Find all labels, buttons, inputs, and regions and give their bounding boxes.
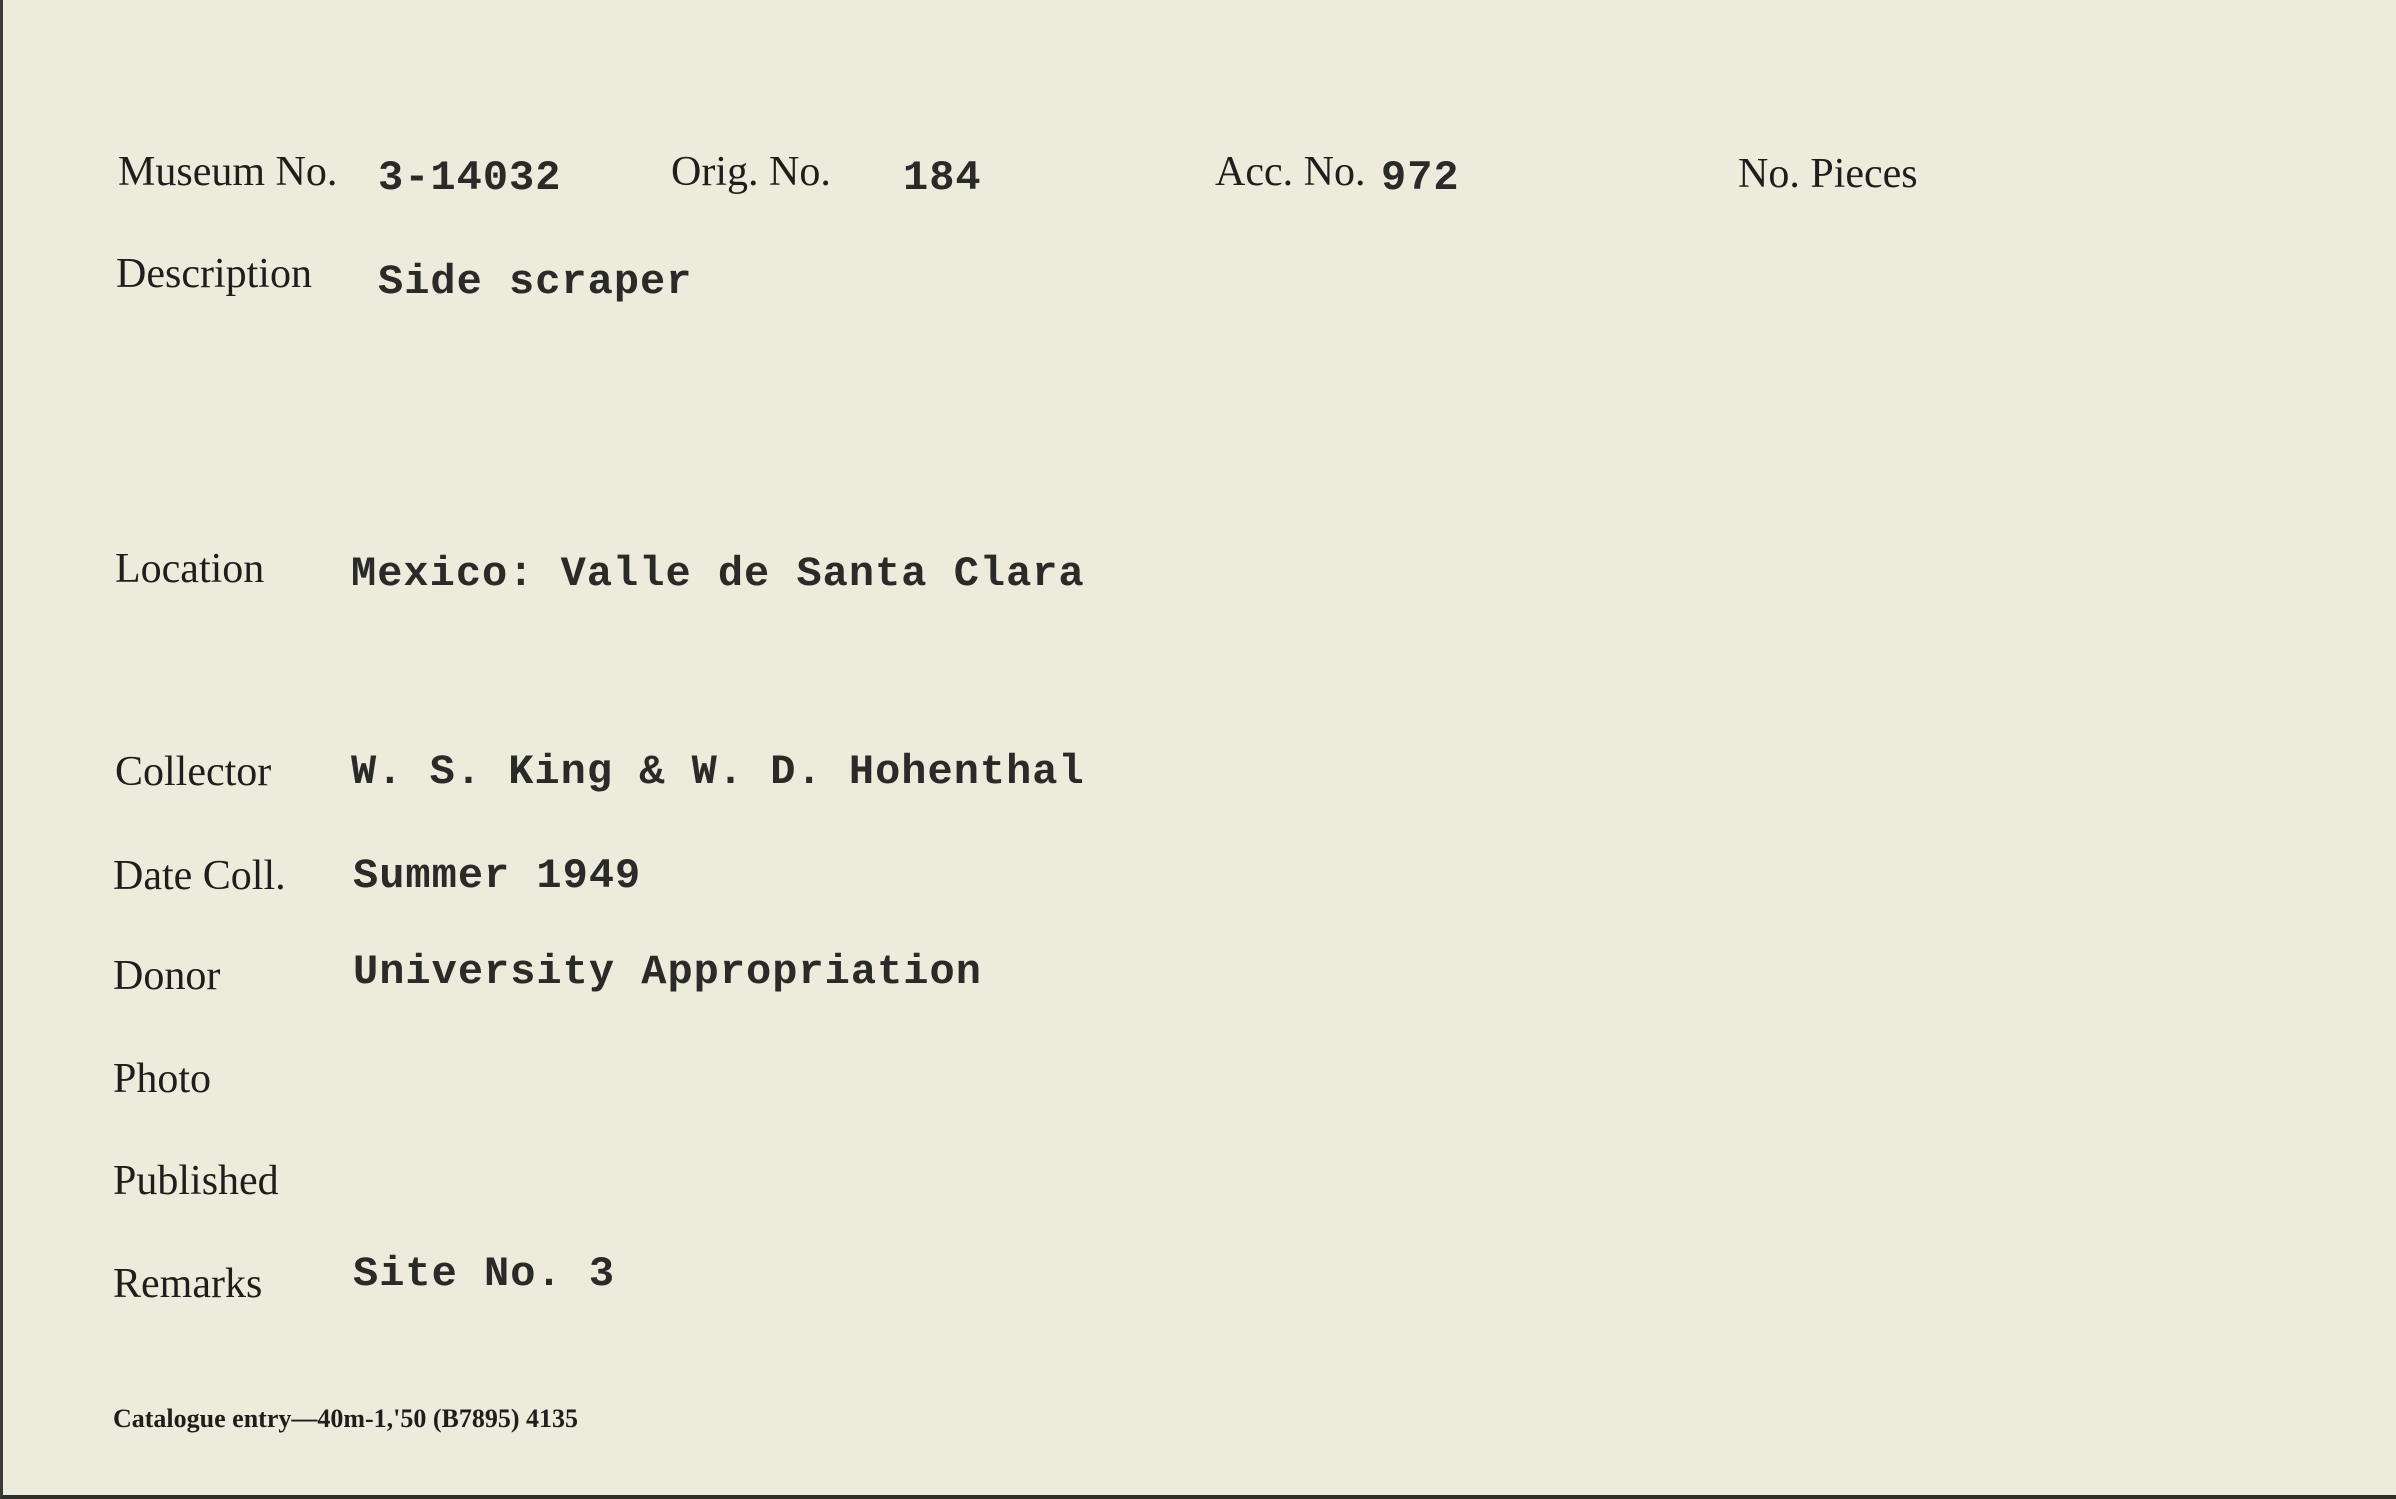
no-pieces-label: No. Pieces [1738, 151, 1918, 197]
acc-no-value: 972 [1381, 154, 1460, 202]
museum-no-value: 3-14032 [378, 154, 562, 202]
description-label: Description [116, 251, 312, 297]
acc-no-label: Acc. No. [1215, 149, 1366, 195]
orig-no-label: Orig. No. [671, 149, 831, 195]
remarks-label: Remarks [113, 1261, 263, 1307]
published-label: Published [113, 1158, 279, 1204]
date-coll-label: Date Coll. [113, 853, 286, 899]
donor-label: Donor [113, 953, 221, 999]
donor-value: University Appropriation [353, 948, 982, 996]
location-label: Location [115, 546, 265, 592]
photo-label: Photo [113, 1056, 212, 1102]
orig-no-value: 184 [903, 154, 982, 202]
museum-no-label: Museum No. [118, 149, 338, 195]
catalogue-entry-footer: Catalogue entry—40m-1,'50 (B7895) 4135 [113, 1404, 579, 1433]
description-value: Side scraper [378, 258, 693, 306]
remarks-value: Site No. 3 [353, 1250, 616, 1298]
location-value: Mexico: Valle de Santa Clara [351, 550, 1085, 598]
date-coll-value: Summer 1949 [353, 852, 642, 900]
collector-value: W. S. King & W. D. Hohenthal [351, 748, 1085, 796]
collector-label: Collector [115, 749, 272, 795]
